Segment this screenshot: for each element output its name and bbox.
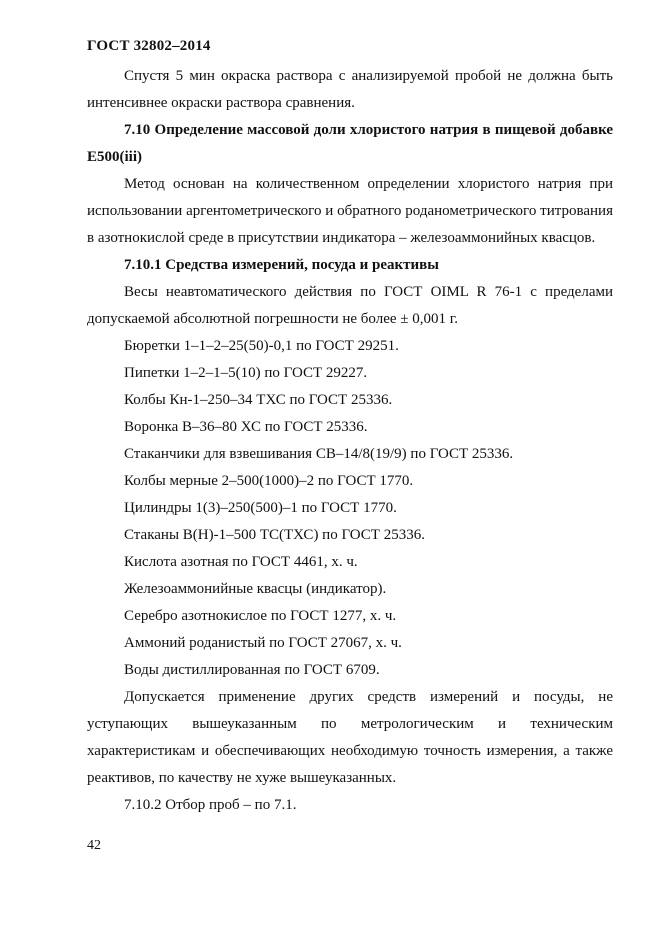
list-item: Аммоний роданистый по ГОСТ 27067, х. ч. (124, 635, 402, 651)
page-number: 42 (87, 838, 101, 853)
list-item: Колбы Кн-1–250–34 ТХС по ГОСТ 25336. (124, 392, 393, 408)
list-item: Колбы мерные 2–500(1000)–2 по ГОСТ 1770. (124, 473, 414, 489)
list-item: Воронка В–36–80 ХС по ГОСТ 25336. (124, 419, 368, 435)
list-item: Воды дистиллированная по ГОСТ 6709. (124, 662, 380, 678)
document-body (87, 63, 613, 819)
section-title: 7.10 Определение массовой доли хлористого натрия в пищевой добавке Е500(iii) (87, 122, 613, 165)
list-item: Железоаммонийные квасцы (индикатор). (124, 581, 387, 597)
paragraph-method: Метод основан на количественном определении хлористого натрия при использовании аргентометрического и обратного роданометрического титрования в азотнокислой среде в присутствии индикатора – железоаммонийных квасцов. (87, 176, 613, 246)
paragraph-sampling: 7.10.2 Отбор проб – по 7.1. (124, 797, 297, 813)
list-item: Бюретки 1–1–2–25(50)-0,1 по ГОСТ 29251. (124, 338, 399, 354)
subsection-title: 7.10.1 Средства измерений, посуда и реактивы (124, 257, 439, 273)
list-item: Кислота азотная по ГОСТ 4461, х. ч. (124, 554, 358, 570)
paragraph-alternatives: Допускается применение других средств измерений и посуды, не уступающих вышеуказанным по метрологическим и техническим характеристикам и обеспечивающих необходимую точность измерения, а также реактивов, по качеству не хуже вышеуказанных. (87, 689, 613, 786)
list-item: Серебро азотнокислое по ГОСТ 1277, х. ч. (124, 608, 397, 624)
list-item: Стаканы В(Н)-1–500 ТС(ТХС) по ГОСТ 25336. (124, 527, 425, 543)
list-item: Пипетки 1–2–1–5(10) по ГОСТ 29227. (124, 365, 368, 381)
list-item: Стаканчики для взвешивания СВ–14/8(19/9) по ГОСТ 25336. (124, 446, 514, 462)
paragraph-color-check: Спустя 5 мин окраска раствора с анализируемой пробой не должна быть интенсивнее окраски раствора сравнения. (87, 68, 613, 111)
paragraph-scales: Весы неавтоматического действия по ГОСТ OIML R 76-1 с пределами допускаемой абсолютной погрешности не более ± 0,001 г. (87, 284, 613, 327)
standard-header: ГОСТ 32802–2014 (87, 38, 211, 54)
list-item: Цилиндры 1(3)–250(500)–1 по ГОСТ 1770. (124, 500, 397, 516)
